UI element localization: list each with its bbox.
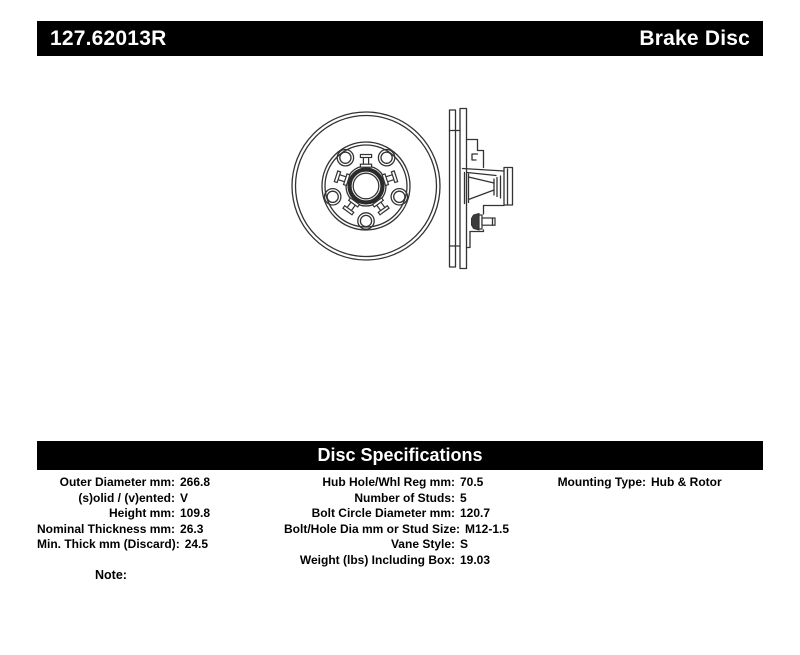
hub-side-view — [450, 109, 513, 269]
spec-row-vane-style — [284, 537, 540, 553]
spec-value: 24.5 — [184, 537, 209, 551]
rotor-plate-inboard — [460, 109, 467, 269]
spec-section-bar — [37, 441, 763, 470]
part-number: 127.62013R — [50, 26, 167, 50]
spec-label: Weight (lbs) Including Box: — [299, 552, 455, 567]
spec-row-nominal-thickness — [37, 522, 284, 538]
spec-row-solid-vented — [37, 491, 284, 507]
spec-value: 26.3 — [180, 521, 204, 536]
spec-row-weight — [284, 553, 540, 569]
spec-column-middle — [284, 475, 540, 568]
header-bar — [37, 21, 763, 56]
spec-value: M12-1.5 — [465, 521, 510, 536]
hub-flange — [504, 168, 513, 206]
spec-row-bolt-circle-diameter — [284, 506, 540, 522]
spec-label: Bolt/Hole Dia mm or Stud Size: — [284, 521, 461, 536]
spec-label: Mounting Type: — [557, 475, 646, 489]
spec-section-title: Disc Specifications — [317, 445, 483, 465]
spec-label: Number of Studs: — [354, 490, 455, 505]
spec-column-right — [540, 475, 763, 491]
spec-row-hub-hole — [284, 475, 540, 491]
spec-value: Hub & Rotor — [651, 475, 722, 489]
spec-row-mounting-type — [540, 475, 763, 491]
bearing-cone — [465, 173, 501, 204]
disc-front-view — [292, 112, 440, 260]
spec-value: 5 — [460, 490, 467, 505]
spec-label: Vane Style: — [390, 537, 455, 551]
spec-label: Nominal Thickness mm: — [37, 521, 176, 536]
spec-value: 70.5 — [460, 475, 484, 489]
spec-row-outer-diameter — [37, 475, 284, 491]
spec-label: Height mm: — [109, 506, 175, 520]
brake-disc-technical-drawing — [270, 88, 560, 288]
spec-column-left — [37, 475, 284, 553]
spec-row-min-thick — [37, 537, 284, 553]
spec-row-height — [37, 506, 284, 522]
spec-label: Hub Hole/Whl Reg mm: — [322, 475, 455, 489]
spec-value: 19.03 — [460, 552, 491, 567]
spec-value: 120.7 — [460, 506, 491, 520]
spec-label: Outer Diameter mm: — [59, 475, 175, 489]
spec-value: S — [460, 537, 469, 551]
product-type: Brake Disc — [639, 26, 750, 50]
spec-value: 266.8 — [180, 475, 211, 489]
spec-row-stud-size — [284, 522, 540, 538]
spec-label: Min. Thick mm (Discard): — [37, 537, 180, 551]
spec-row-number-of-studs — [284, 491, 540, 507]
spec-value: 109.8 — [180, 506, 211, 520]
spec-label: Bolt Circle Diameter mm: — [311, 506, 455, 520]
note-label: Note: — [95, 568, 127, 582]
spec-value: V — [180, 490, 189, 505]
wheel-stud — [472, 214, 496, 231]
spec-label: (s)olid / (v)ented: — [78, 490, 175, 505]
rotor-plate-outboard — [450, 110, 456, 267]
